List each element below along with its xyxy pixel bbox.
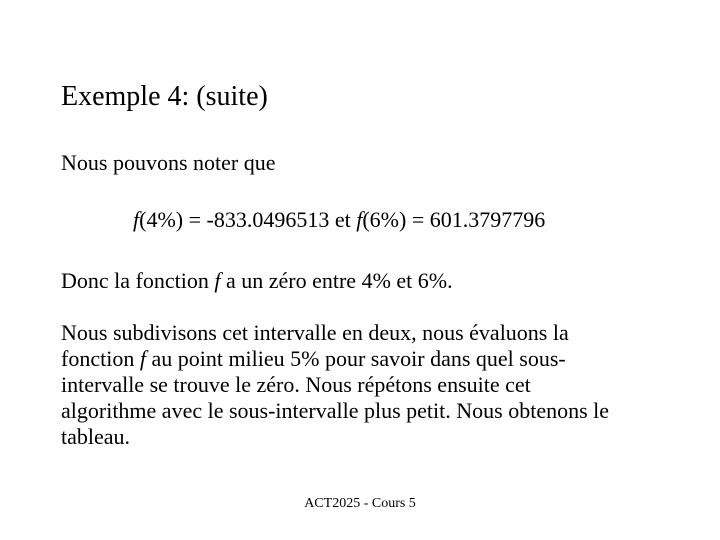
- intro-text: Nous pouvons noter que: [61, 150, 276, 175]
- method-line-4: algorithme avec le sous-intervalle plus petit. Nous obtenons le: [61, 398, 610, 423]
- slide-title: Exemple 4: (suite): [61, 81, 268, 112]
- method-paragraph: [61, 320, 671, 450]
- method-line-2-before: fonction: [61, 346, 140, 371]
- function-symbol: f: [356, 207, 363, 232]
- function-symbol: f: [214, 268, 221, 293]
- method-line-5: tableau.: [61, 424, 131, 449]
- function-symbol: f: [133, 207, 140, 232]
- formula-part-1: (4%) = -833.0496513 et: [139, 207, 357, 232]
- conclusion-before: Donc la fonction: [61, 268, 215, 293]
- method-line-2-after: au point milieu 5% pour savoir dans quel sous-: [145, 346, 566, 371]
- conclusion-text: [61, 268, 453, 294]
- formula-part-2: (6%) = 601.3797796: [362, 207, 546, 232]
- method-line-1: Nous subdivisons cet intervalle en deux, nous évaluons la: [61, 320, 569, 345]
- conclusion-after: a un zéro entre 4% et 6%.: [220, 268, 453, 293]
- method-line-3: intervalle se trouve le zéro. Nous répétons ensuite cet: [61, 372, 531, 397]
- formula-line: [133, 207, 545, 233]
- method-line-2: [61, 346, 671, 372]
- function-symbol: f: [139, 346, 146, 371]
- slide-footer: ACT2025 - Cours 5: [304, 496, 416, 511]
